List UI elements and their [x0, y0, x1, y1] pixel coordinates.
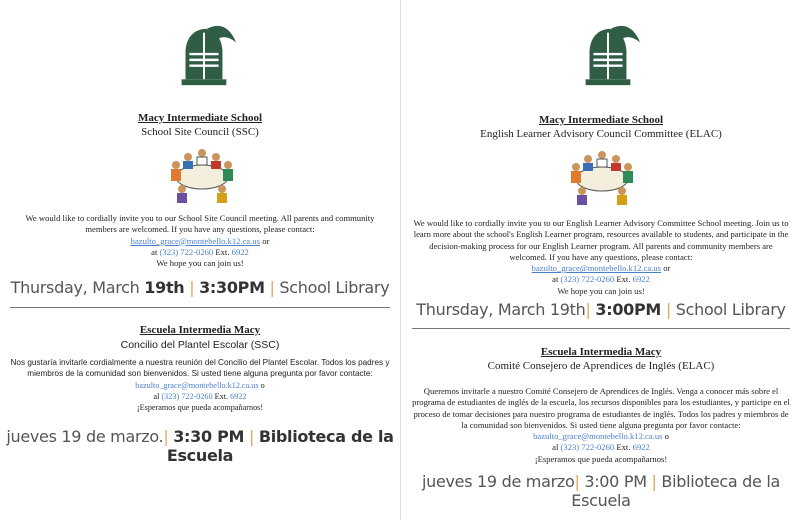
school-title: Macy Intermediate School [538, 114, 664, 126]
meeting-illustration-icon [562, 145, 642, 207]
contact-email-link[interactable]: bazulto_grace@montebello.k12.ca.us [135, 380, 259, 390]
elac-flyer [402, 0, 800, 520]
invitation-text: We would like to cordially invite you to our English Learner Advisory Committee School meeting. Join us to learn more about the school's English Learner program, resources available to students, and participate in the decision-making process for our English Learner program. All parents and community members are welcomed. If you have any questions, please contact: bazulto_grace@montebello.k12.ca.us or at (323) 722-0260 Ext. 6922 We hope you can join us! [413, 218, 789, 296]
meeting-date-line: Thursday, March 19th | 3:30PM | School Library [10, 278, 390, 297]
meeting-date-line: Thursday, March 19th| 3:00PM | School Library [416, 300, 786, 319]
school-title-spanish: Escuela Intermedia Macy [139, 324, 261, 336]
meeting-date-line-spanish: jueves 19 de marzo.| 3:30 PM | Biblioteca de la Escuela [6, 427, 394, 465]
school-title-spanish: Escuela Intermedia Macy [540, 346, 662, 358]
invitation-text: We would like to cordially invite you to our School Site Council meeting. All parents and community members are welcomed. If you have any questions, please contact: bazulto_grace@montebello.k12.ca.us or at (323) 722-0260 Ext. 6922 We hope you can join us! [25, 213, 375, 269]
committee-subtitle-spanish: Comité Consejero de Aprendices de Inglés (ELAC) [487, 360, 715, 372]
section-divider [10, 307, 390, 308]
phone-number: (323) 722-0260 [159, 246, 214, 257]
contact-email-link[interactable]: bazulto_grace@montebello.k12.ca.us [531, 263, 662, 274]
contact-email-link[interactable]: bazulto_grace@montebello.k12.ca.us [533, 431, 663, 442]
council-subtitle: School Site Council (SSC) [141, 126, 259, 138]
meeting-illustration-icon [162, 143, 242, 205]
contact-email-link[interactable]: bazulto_grace@montebello.k12.ca.us [130, 235, 261, 246]
knight-helmet-logo-icon [572, 20, 642, 90]
invitation-text-spanish: Queremos invitarle a nuestro Comité Consejero de Aprendices de Inglés. Venga a conocer más sobre el programa de estudiantes de inglés de la escuela, los recursos disponibles para los estudiantes, y participe en el proceso de tomar decisiones para nuestro programa de estudiantes de inglés. Todos los padres y miembros de la comunidad son bienvenidos. Si usted tiene alguna pregunta por favor contacte: bazulto_grace@montebello.k12.ca.us o al (323) 722-0260 Ext. 6922 ¡Esperamos que pueda acompañarnos! [412, 386, 790, 464]
invitation-text-spanish: Nos gustaría invitarle cordialmente a nuestra reunión del Concilio del Plantel Escolar. Todos los padres y miembros de la comunidad son bienvenidos. Si usted tiene alguna pregunta por favor contacte: bazulto_grace@montebello.k12.ca.us o al (323) 722-0260 Ext. 6922 ¡Esperamos que pueda acompañarnos! [10, 358, 390, 413]
knight-helmet-logo-icon [168, 20, 238, 90]
page-divider [400, 0, 401, 520]
committee-subtitle: English Learner Advisory Council Committee (ELAC) [480, 128, 722, 140]
meeting-date-line-spanish: jueves 19 de marzo| 3:00 PM | Biblioteca de la Escuela [421, 472, 780, 510]
school-title: Macy Intermediate School [137, 112, 263, 124]
council-subtitle-spanish: Concilio del Plantel Escolar (SSC) [120, 339, 280, 351]
section-divider [412, 328, 790, 329]
